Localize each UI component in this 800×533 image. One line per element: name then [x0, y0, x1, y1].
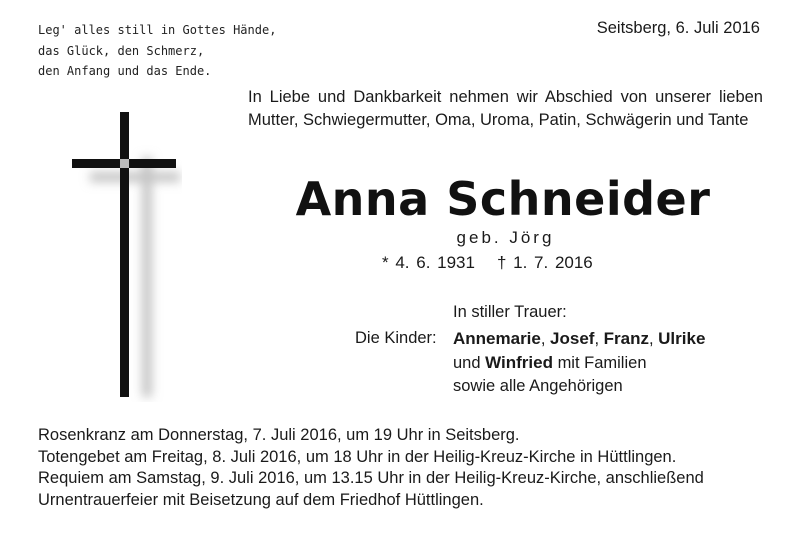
birth-date: * 4. 6. 1931	[382, 253, 475, 272]
poem-line: den Anfang und das Ende.	[38, 64, 212, 78]
death-date: † 1. 7. 2016	[496, 253, 593, 272]
mourning-heading: In stiller Trauer:	[453, 303, 567, 321]
deceased-name: Anna Schneider	[295, 172, 711, 226]
poem-line: das Glück, den Schmerz,	[38, 43, 205, 58]
child-name: Franz	[603, 329, 649, 348]
and-word: und	[453, 354, 481, 372]
children-line: Annemarie, Josef, Franz, Ulrike	[453, 329, 706, 348]
service-line: Requiem am Samstag, 9. Juli 2016, um 13.15 Uhr in der Heilig-Kreuz-Kirche, anschließend	[38, 469, 704, 487]
service-line: Totengebet am Freitag, 8. Juli 2016, um 18 Uhr in der Heilig-Kreuz-Kirche in Hüttlingen.	[38, 447, 677, 466]
relatives-line: sowie alle Angehörigen	[453, 377, 623, 395]
service-info	[38, 425, 704, 511]
with-families: mit Familien	[557, 354, 647, 372]
child-name: Annemarie	[453, 329, 541, 348]
child-name: Winfried	[485, 353, 553, 372]
life-dates	[382, 253, 593, 273]
cross-icon	[72, 112, 182, 402]
children-list	[453, 327, 705, 398]
service-line: Rosenkranz am Donnerstag, 7. Juli 2016, um 19 Uhr in Seitsberg.	[38, 426, 520, 444]
service-line: Urnentrauerfeier mit Beisetzung auf dem Friedhof Hüttlingen.	[38, 490, 484, 509]
poem	[38, 20, 276, 82]
child-name: Josef	[550, 329, 595, 348]
place-date: Seitsberg, 6. Juli 2016	[596, 19, 760, 37]
poem-line: Leg' alles still in Gottes Hände,	[38, 23, 277, 37]
child-name: Ulrike	[658, 329, 706, 348]
children-label: Die Kinder:	[355, 329, 437, 347]
birth-name: geb. Jörg	[456, 228, 555, 247]
children-line	[453, 351, 705, 375]
intro-text: In Liebe und Dankbarkeit nehmen wir Abschied von unserer lieben Mutter, Schwiegermutter, Oma, Uroma, Patin, Schwägerin und Tante	[248, 88, 763, 129]
